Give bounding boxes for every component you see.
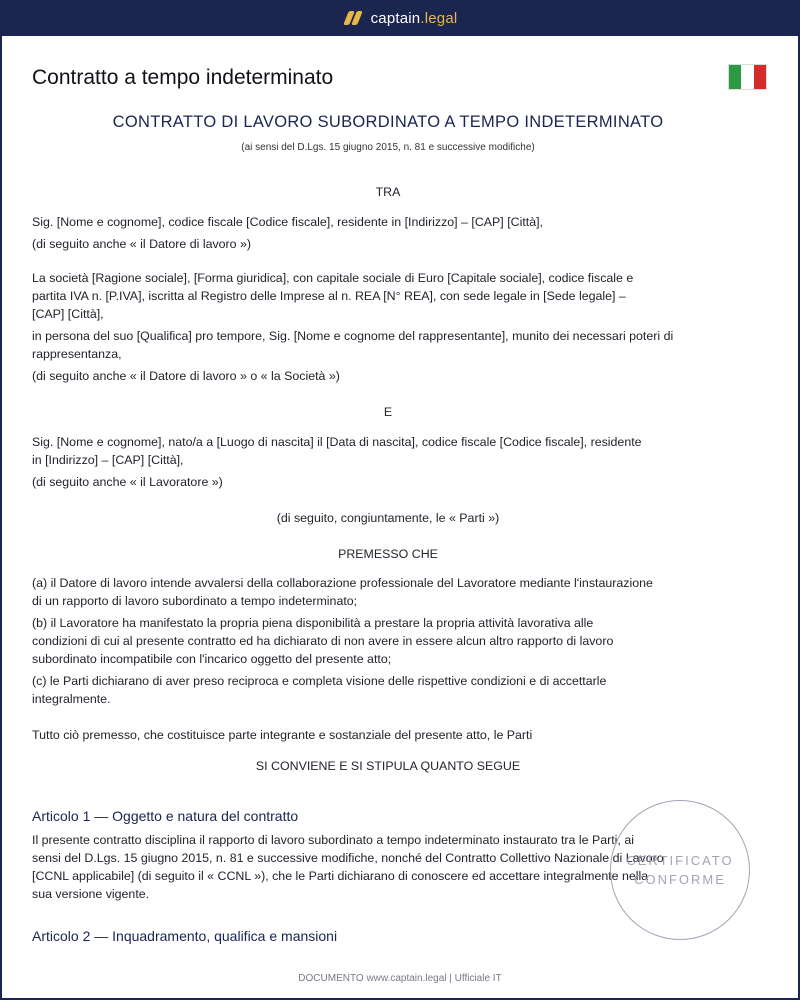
document-heading: CONTRATTO DI LAVORO SUBORDINATO A TEMPO INDETERMINATO: [112, 113, 664, 131]
article-1-title: Articolo 1 — Oggetto e natura del contratto: [32, 808, 299, 824]
tra-label: TRA: [375, 185, 401, 199]
text-line: [CAP] [Città],: [32, 307, 104, 321]
document-subheading: (ai sensi del D.Lgs. 15 giugno 2015, n. 81 e successive modifiche): [241, 142, 535, 153]
document-page: [2, 36, 798, 998]
text-line: (di seguito anche « il Datore di lavoro » o « la Società »): [32, 369, 340, 383]
tutto-line: Tutto ciò premesso, che costituisce parte integrante e sostanziale del presente atto, le Parti: [32, 728, 533, 742]
premessa-a: [32, 574, 744, 610]
premesso-heading: PREMESSO CHE: [338, 547, 438, 561]
societa-paragraph: [32, 269, 744, 385]
text-line: integralmente.: [32, 692, 111, 706]
text-line: (b) il Lavoratore ha manifestato la propria piena disponibilità a prestare la propria attività lavorativa alle: [32, 616, 594, 630]
e-label: E: [383, 405, 393, 419]
premessa-c: [32, 672, 744, 708]
italy-flag-icon: [728, 64, 767, 90]
footer-text: DOCUMENTO www.captain.legal | Ufficiale IT: [298, 973, 502, 984]
text-line: condizioni di cui al presente contratto ed ha dichiarato di non avere in essere alcun altro rapporto di lavoro: [32, 634, 614, 648]
lavoratore-paragraph: [32, 433, 744, 491]
text-line: (a) il Datore di lavoro intende avvalersi della collaborazione professionale del Lavoratore mediante l'instaurazione: [32, 576, 653, 590]
top-bar: [0, 0, 800, 36]
text-line: partita IVA n. [P.IVA], iscritta al Registro delle Imprese al n. REA [N° REA], con sede legale in [Sede legale] –: [32, 289, 626, 303]
text-line: in [Indirizzo] – [CAP] [Città],: [32, 453, 184, 467]
parti-line: (di seguito, congiuntamente, le « Parti »): [276, 511, 500, 525]
text-line: sensi del D.Lgs. 15 giugno 2015, n. 81 e successive modifiche, nonché del Contratto Collettivo Nazionale di Lavoro: [32, 851, 664, 865]
text-line: (c) le Parti dichiarano di aver preso reciproca e completa visione delle rispettive condizioni e di accettarle: [32, 674, 607, 688]
certified-stamp: [610, 800, 750, 940]
text-line: subordinato incompatibile con l'incarico oggetto del presente atto;: [32, 652, 392, 666]
text-line: (di seguito anche « il Datore di lavoro »): [32, 237, 252, 251]
text-line: Il presente contratto disciplina il rapporto di lavoro subordinato a tempo indeterminato instaurato tra le Parti, ai: [32, 833, 634, 847]
text-line: Sig. [Nome e cognome], nato/a a [Luogo di nascita] il [Data di nascita], codice fiscale [Codice fiscale], residente: [32, 435, 642, 449]
text-line: sua versione vigente.: [32, 887, 150, 901]
captain-logo-icon: [343, 10, 363, 26]
text-line: (di seguito anche « il Lavoratore »): [32, 475, 223, 489]
article-2-title: Articolo 2 — Inquadramento, qualifica e mansioni: [32, 928, 338, 944]
page-title: Contratto a tempo indeterminato: [32, 66, 334, 89]
text-line: La società [Ragione sociale], [Forma giuridica], con capitale sociale di Euro [Capitale sociale], codice fiscale e: [32, 271, 634, 285]
conviene-heading: SI CONVIENE E SI STIPULA QUANTO SEGUE: [255, 759, 521, 773]
stamp-line-2: CONFORME: [634, 872, 726, 887]
text-line: [CCNL applicabile] (di seguito il « CCNL »), che le Parti dichiarano di conoscere ed accettare integralmente nella: [32, 869, 649, 883]
text-line: in persona del suo [Qualifica] pro tempore, Sig. [Nome e cognome del rappresentante], munito dei necessari poteri di: [32, 329, 674, 343]
brand-name-main: captain: [370, 9, 421, 27]
text-line: di un rapporto di lavoro subordinato a tempo indeterminato;: [32, 594, 358, 608]
brand-name-tld: .legal: [420, 9, 458, 27]
stamp-line-1: CERTIFICATO: [626, 853, 734, 868]
datore-paragraph: [32, 213, 744, 253]
text-line: rappresentanza,: [32, 347, 122, 361]
brand-name[interactable]: [371, 10, 458, 27]
text-line: Sig. [Nome e cognome], codice fiscale [Codice fiscale], residente in [Indirizzo] – [CAP] [Città],: [32, 215, 543, 229]
premessa-b: [32, 614, 744, 668]
